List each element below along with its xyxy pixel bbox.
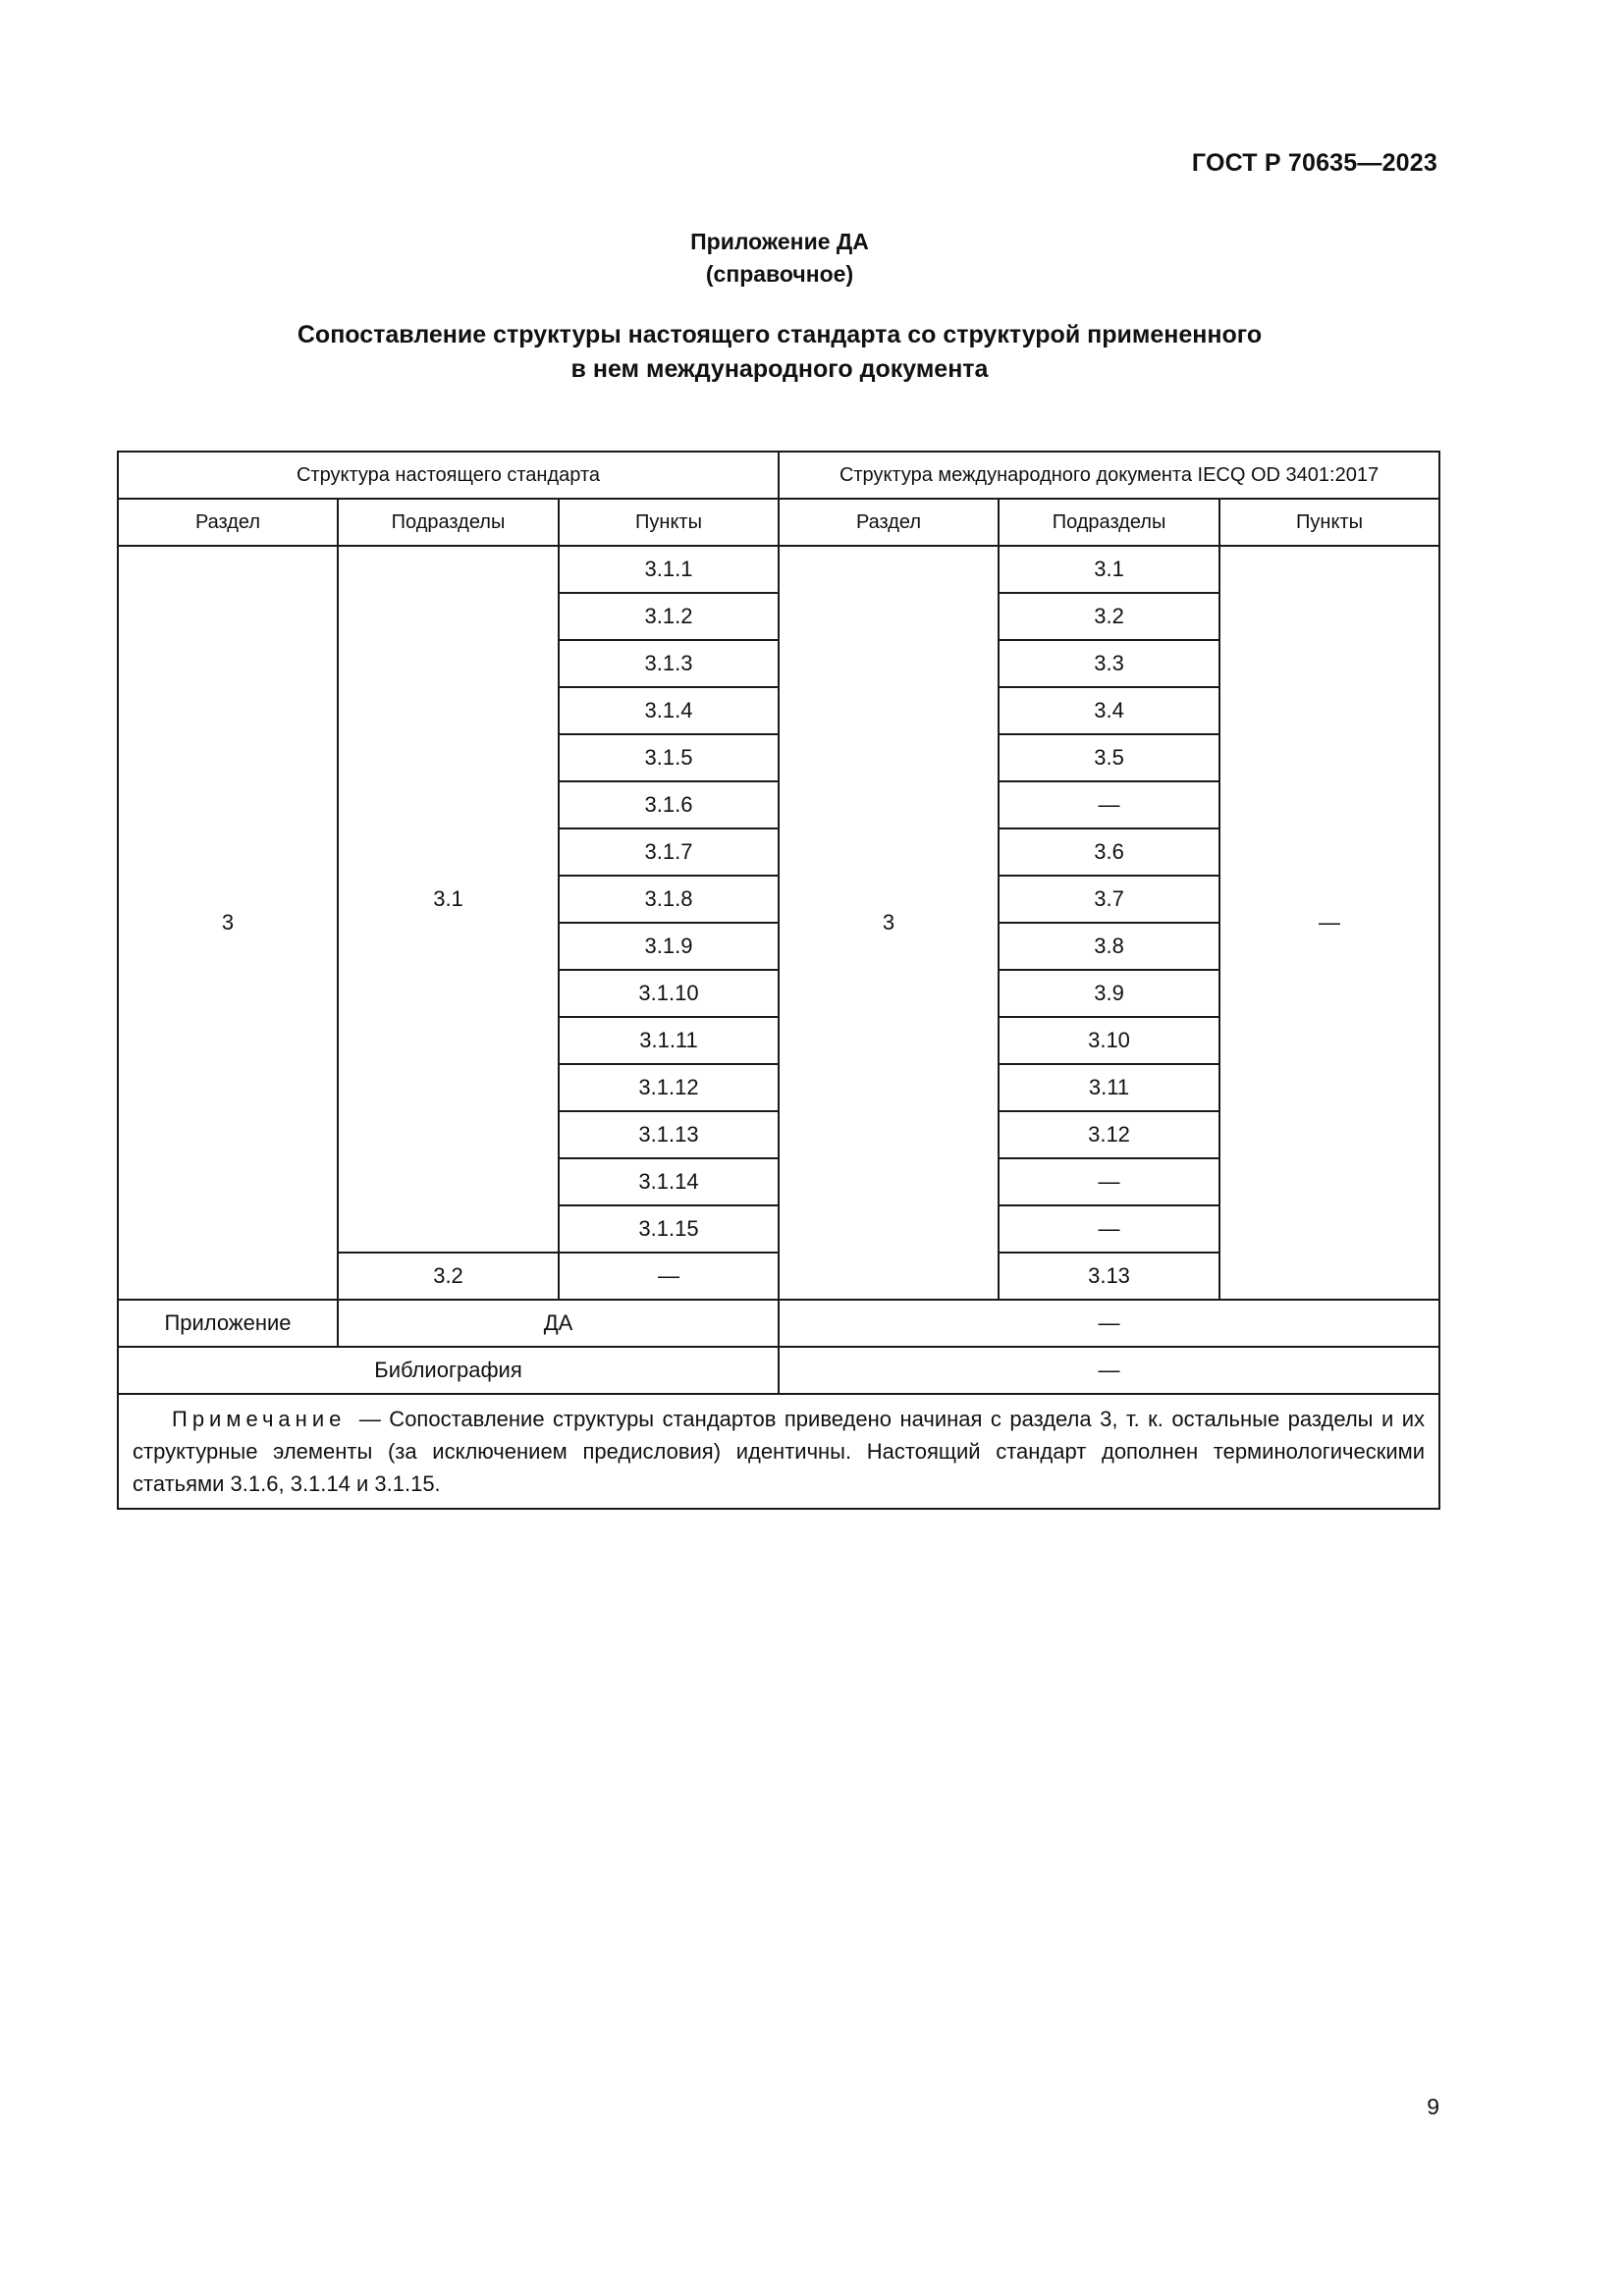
- structure-comparison-table: [117, 451, 1440, 1510]
- column-header: Пункты: [1219, 499, 1439, 546]
- left-item-cell: 3.1.2: [559, 593, 779, 640]
- left-item-cell: 3.1.11: [559, 1017, 779, 1064]
- right-subsection-cell: 3.4: [999, 687, 1219, 734]
- group-header-row: [118, 452, 1439, 499]
- left-item-cell: —: [559, 1253, 779, 1300]
- right-subsection-cell: 3.8: [999, 923, 1219, 970]
- appendix-kind: (справочное): [705, 261, 854, 287]
- right-subsection-cell: 3.12: [999, 1111, 1219, 1158]
- table-row: [118, 546, 1439, 593]
- right-subsection-cell: 3.13: [999, 1253, 1219, 1300]
- note-cell: [118, 1394, 1439, 1509]
- right-subsection-cell: 3.10: [999, 1017, 1219, 1064]
- right-subsection-cell: —: [999, 1158, 1219, 1205]
- note-label: Примечание: [172, 1407, 359, 1431]
- left-item-cell: 3.1.1: [559, 546, 779, 593]
- left-item-cell: 3.1.9: [559, 923, 779, 970]
- note-row: [118, 1394, 1439, 1509]
- bibliography-row: [118, 1347, 1439, 1394]
- left-item-cell: 3.1.7: [559, 828, 779, 876]
- appendix-heading: [0, 226, 1559, 291]
- appendix-name: Приложение ДА: [690, 229, 869, 254]
- right-items-cell: —: [1219, 546, 1439, 1300]
- column-header: Раздел: [118, 499, 338, 546]
- title-line-1: Сопоставление структуры настоящего стандарта со структурой примененного: [297, 321, 1263, 348]
- right-subsection-cell: —: [999, 1205, 1219, 1253]
- right-section-cell: 3: [779, 546, 999, 1300]
- right-subsection-cell: 3.5: [999, 734, 1219, 781]
- left-item-cell: 3.1.13: [559, 1111, 779, 1158]
- left-section-cell: 3: [118, 546, 338, 1300]
- left-item-cell: 3.1.14: [559, 1158, 779, 1205]
- column-header-row: [118, 499, 1439, 546]
- right-subsection-cell: 3.3: [999, 640, 1219, 687]
- bibliography-label-cell: Библиография: [118, 1347, 779, 1394]
- right-subsection-cell: 3.2: [999, 593, 1219, 640]
- page-number: 9: [1427, 2094, 1439, 2119]
- left-item-cell: 3.1.15: [559, 1205, 779, 1253]
- left-item-cell: 3.1.4: [559, 687, 779, 734]
- appendix-row: [118, 1300, 1439, 1347]
- left-item-cell: 3.1.10: [559, 970, 779, 1017]
- title-line-2: в нем международного документа: [570, 355, 989, 383]
- right-subsection-cell: 3.9: [999, 970, 1219, 1017]
- right-subsection-cell: 3.11: [999, 1064, 1219, 1111]
- left-item-cell: 3.1.3: [559, 640, 779, 687]
- left-subsection-cell: 3.2: [338, 1253, 559, 1300]
- column-header: Раздел: [779, 499, 999, 546]
- group-header-right: Структура международного документа IECQ OD 3401:2017: [779, 452, 1439, 499]
- bibliography-right-value-cell: —: [779, 1347, 1439, 1394]
- document-id: ГОСТ Р 70635—2023: [1191, 149, 1437, 177]
- appendix-left-value-cell: ДА: [338, 1300, 779, 1347]
- page-title: [0, 318, 1559, 387]
- right-subsection-cell: 3.7: [999, 876, 1219, 923]
- column-header: Подразделы: [338, 499, 559, 546]
- group-header-left: Структура настоящего стандарта: [118, 452, 779, 499]
- right-subsection-cell: —: [999, 781, 1219, 828]
- left-item-cell: 3.1.8: [559, 876, 779, 923]
- right-subsection-cell: 3.1: [999, 546, 1219, 593]
- column-header: Подразделы: [999, 499, 1219, 546]
- left-item-cell: 3.1.6: [559, 781, 779, 828]
- left-item-cell: 3.1.5: [559, 734, 779, 781]
- right-subsection-cell: 3.6: [999, 828, 1219, 876]
- appendix-right-value-cell: —: [779, 1300, 1439, 1347]
- left-item-cell: 3.1.12: [559, 1064, 779, 1111]
- left-subsection-cell: 3.1: [338, 546, 559, 1253]
- appendix-label-cell: Приложение: [118, 1300, 338, 1347]
- note-text: — Сопоставление структуры стандартов приведено начиная с раздела 3, т. к. остальные разделы и их структурные элементы (за исключением предисловия) идентичны. Настоящий стандарт дополнен терминологическими статьями 3.1.6, 3.1.14 и 3.1.15.: [133, 1407, 1426, 1496]
- column-header: Пункты: [559, 499, 779, 546]
